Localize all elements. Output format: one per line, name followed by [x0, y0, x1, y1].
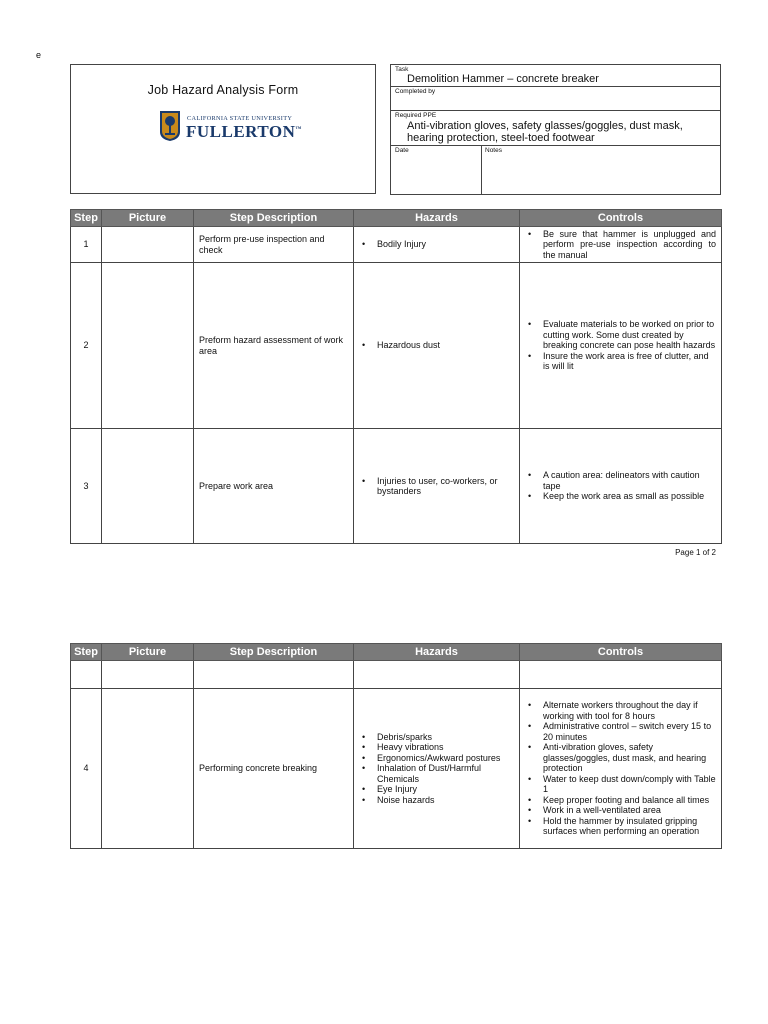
step-description: Perform pre-use inspection and check [194, 227, 354, 263]
table-row [71, 429, 722, 544]
step-description: Prepare work area [194, 429, 354, 544]
step-number: 4 [71, 689, 102, 849]
control-item: • Be sure that hammer is unplugged and perform pre-use inspection according to the manual [543, 229, 716, 261]
form-title: Job Hazard Analysis Form [147, 83, 299, 97]
table-row [71, 689, 722, 849]
hazard-item: • Ergonomics/Awkward postures [377, 753, 514, 764]
control-item: • Anti-vibration gloves, safety glasses/goggles, dust mask, and hearing protection [543, 742, 716, 774]
form-header-info-box [390, 64, 721, 195]
col-header-hazards: Hazards [354, 644, 520, 661]
ppe-value-line-2: hearing protection, steel-toed footwear [407, 132, 595, 144]
hazard-item: • Noise hazards [377, 795, 514, 806]
step-number: 2 [71, 263, 102, 429]
col-header-description: Step Description [194, 644, 354, 661]
step-description: Performing concrete breaking [194, 689, 354, 849]
col-header-description: Step Description [194, 210, 354, 227]
hazards-cell [354, 689, 520, 849]
hazard-table-page-1 [70, 209, 722, 544]
hazard-item: • Hazardous dust [377, 340, 514, 351]
col-header-controls: Controls [520, 644, 722, 661]
col-header-controls: Controls [520, 210, 722, 227]
tree-seal-icon [159, 110, 181, 142]
hazards-cell [354, 227, 520, 263]
control-item: • Hold the hammer by insulated gripping surfaces when performing an operation [543, 816, 716, 837]
form-header-title-box [70, 64, 376, 194]
controls-cell [520, 689, 722, 849]
controls-cell [520, 227, 722, 263]
date-label: Date [395, 147, 409, 154]
picture-cell [102, 227, 194, 263]
col-header-picture: Picture [102, 644, 194, 661]
control-item: • Keep proper footing and balance all times [543, 795, 716, 806]
hazard-item: • Injuries to user, co-workers, or bystanders [377, 476, 514, 497]
page-mark: e [36, 50, 42, 60]
step-number: 3 [71, 429, 102, 544]
control-item: • Keep the work area as small as possible [543, 491, 716, 502]
hazards-cell [354, 263, 520, 429]
controls-cell [520, 263, 722, 429]
table-row [71, 227, 722, 263]
hazard-item: • Inhalation of Dust/Harmful Chemicals [377, 763, 514, 784]
step-description [194, 661, 354, 689]
completed-by-label: Completed by [395, 88, 436, 95]
step-number [71, 661, 102, 689]
step-description: Preform hazard assessment of work area [194, 263, 354, 429]
control-item: • Evaluate materials to be worked on prior to cutting work. Some dust created by breaking concrete can pose health hazards [543, 319, 716, 351]
logo-trademark: ™ [295, 126, 302, 133]
completed-by-row [391, 87, 720, 111]
university-logo [159, 110, 309, 144]
picture-cell [102, 661, 194, 689]
col-header-step: Step [71, 644, 102, 661]
task-label: Task [395, 66, 409, 73]
table-row [71, 263, 722, 429]
controls-cell [520, 661, 722, 689]
logo-university-line: CALIFORNIA STATE UNIVERSITY [187, 115, 293, 122]
control-item: • Alternate workers throughout the day if working with tool for 8 hours [543, 700, 716, 721]
notes-label: Notes [485, 147, 502, 154]
task-value: Demolition Hammer – concrete breaker [407, 73, 599, 85]
control-item: • Work in a well-ventilated area [543, 805, 716, 816]
page-number: Page 1 of 2 [675, 548, 716, 557]
control-item: • Insure the work area is free of clutter, and is will lit [543, 351, 716, 372]
hazards-cell [354, 661, 520, 689]
table-header-row [71, 210, 722, 227]
ppe-row [391, 111, 720, 146]
controls-cell [520, 429, 722, 544]
control-item: • Administrative control – switch every 15 to 20 minutes [543, 721, 716, 742]
col-header-picture: Picture [102, 210, 194, 227]
control-item: • Water to keep dust down/comply with Table 1 [543, 774, 716, 795]
hazards-cell [354, 429, 520, 544]
date-cell [391, 146, 482, 194]
ppe-value-line-1: Anti-vibration gloves, safety glasses/goggles, dust mask, [407, 120, 683, 132]
col-header-hazards: Hazards [354, 210, 520, 227]
hazard-item: • Heavy vibrations [377, 742, 514, 753]
logo-fullerton-line [186, 122, 302, 142]
hazard-item: • Bodily Injury [377, 239, 514, 250]
hazard-table-page-2 [70, 643, 722, 849]
picture-cell [102, 689, 194, 849]
hazard-item: • Debris/sparks [377, 732, 514, 743]
col-header-step: Step [71, 210, 102, 227]
logo-name: FULLERTON [186, 122, 296, 141]
picture-cell [102, 263, 194, 429]
task-row [391, 65, 720, 87]
picture-cell [102, 429, 194, 544]
control-item: • A caution area: delineators with caution tape [543, 470, 716, 491]
ppe-label: Required PPE [395, 112, 437, 119]
table-header-row [71, 644, 722, 661]
table-row-empty [71, 661, 722, 689]
step-number: 1 [71, 227, 102, 263]
hazard-item: • Eye Injury [377, 784, 514, 795]
